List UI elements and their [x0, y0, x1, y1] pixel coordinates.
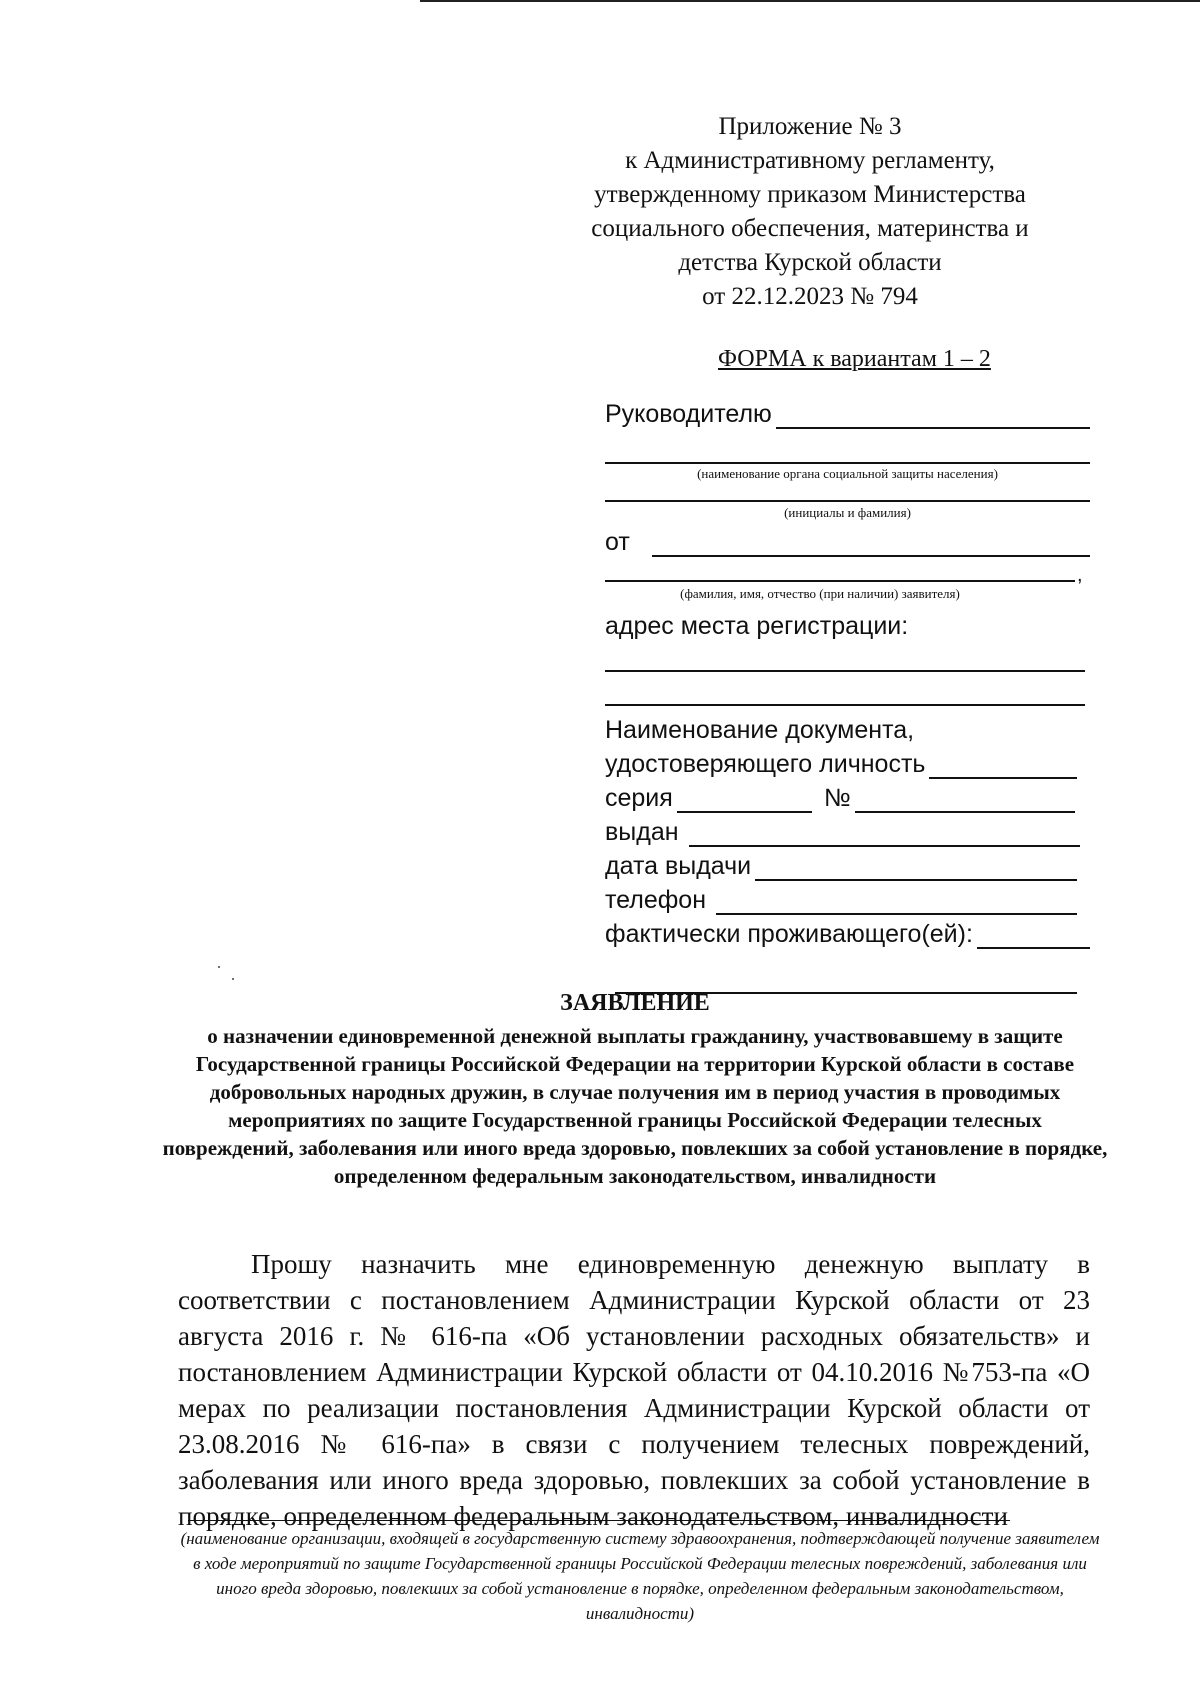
series-row [605, 784, 1075, 813]
number-field[interactable] [855, 789, 1075, 813]
issue-date-field[interactable] [755, 857, 1077, 881]
issued-label: выдан [605, 818, 679, 846]
actual-residence-field[interactable] [977, 925, 1090, 949]
phone-label: телефон [605, 886, 707, 914]
address-label: адрес места регистрации: [605, 612, 909, 640]
issued-field[interactable] [689, 823, 1080, 847]
doc-label-2: удостоверяющего личность [605, 750, 926, 778]
annex-line: Приложение № 3 [718, 113, 902, 140]
annex-line: к Административному регламенту, [625, 147, 995, 174]
to-label: Руководителю [605, 400, 772, 428]
initials-caption: (инициалы и фамилия) [784, 505, 911, 520]
actual-residence-label: фактически проживающего(ей): [605, 920, 973, 948]
comma: , [1077, 564, 1083, 586]
from-label: от [605, 528, 630, 556]
doc-label-1: Наименование документа, [605, 716, 915, 744]
form-variant-label: ФОРМА к вариантам 1 – 2 [718, 346, 991, 372]
annex-line: утвержденному приказом Министерства [594, 181, 1026, 208]
annex-line: детства Курской области [678, 249, 942, 276]
doc-field[interactable] [929, 755, 1077, 779]
top-edge-rule [420, 0, 1200, 2]
to-row [605, 400, 1090, 429]
scan-speck [232, 978, 234, 980]
annex-block [560, 110, 1060, 314]
applicant-field[interactable] [605, 580, 1075, 582]
number-label: № [823, 784, 851, 812]
initials-field[interactable] [605, 500, 1090, 502]
issue-date-row [605, 852, 1077, 881]
org-field[interactable] [605, 462, 1090, 464]
phone-field[interactable] [716, 891, 1077, 915]
from-field[interactable] [652, 533, 1090, 557]
application-body: Прошу назначить мне единовременную денежную выплату в соответствии с постановлением Администрации Курской области от 23 августа 2016 г. № 616-па «Об установлении расходных обязательств» и постановлением Администрации Курской области от 04.10.2016 №753-па «О мерах по реализации постановления Администрации Курской области от 23.08.2016 № 616-па» в связи с получением телесных повреждений, заболевания или иного вреда здоровью, повлекших за собой установление в порядке, определенном федеральным законодательством, инвалидности [178, 1249, 1090, 1531]
series-label: серия [605, 784, 673, 812]
phone-row [605, 886, 1077, 915]
annex-line: социального обеспечения, материнства и [591, 215, 1029, 242]
scan-speck [218, 966, 220, 968]
address-field-2[interactable] [605, 704, 1085, 706]
doc-row [605, 750, 1077, 779]
issued-row [605, 818, 1080, 847]
annex-line: от 22.12.2023 № 794 [702, 283, 918, 310]
actual-residence-row [605, 920, 1090, 949]
organization-field[interactable] [188, 1520, 1010, 1521]
from-row [605, 528, 1090, 557]
address-field-1[interactable] [605, 670, 1085, 672]
organization-caption: (наименование организации, входящей в государственную систему здравоохранения, подтверждающей получение заявителем в ходе мероприятий по защите Государственной границы Российской Федерации телесных повреждений, заболевания или иного вреда здоровью, повлекших за собой установление в порядке, определенном федеральным законодательством, инвалидности) [180, 1529, 1100, 1623]
document-subtitle: о назначении единовременной денежной выплаты гражданину, участвовавшему в защите Государственной границы Российской Федерации на территории Курской области в составе добровольных народных дружин, в случае получения им в период участия в проводимых мероприятиях по защите Государственной границы Российской Федерации телесных повреждений, заболевания или иного вреда здоровью, повлекших за собой установление в порядке, определенном федеральным законодательством, инвалидности [162, 1024, 1108, 1188]
applicant-caption: (фамилия, имя, отчество (при наличии) заявителя) [680, 586, 960, 601]
to-field[interactable] [776, 405, 1090, 429]
series-field[interactable] [677, 789, 812, 813]
issue-date-label: дата выдачи [605, 852, 752, 880]
document-title: ЗАЯВЛЕНИЕ [560, 990, 710, 1016]
org-caption: (наименование органа социальной защиты населения) [697, 466, 998, 481]
